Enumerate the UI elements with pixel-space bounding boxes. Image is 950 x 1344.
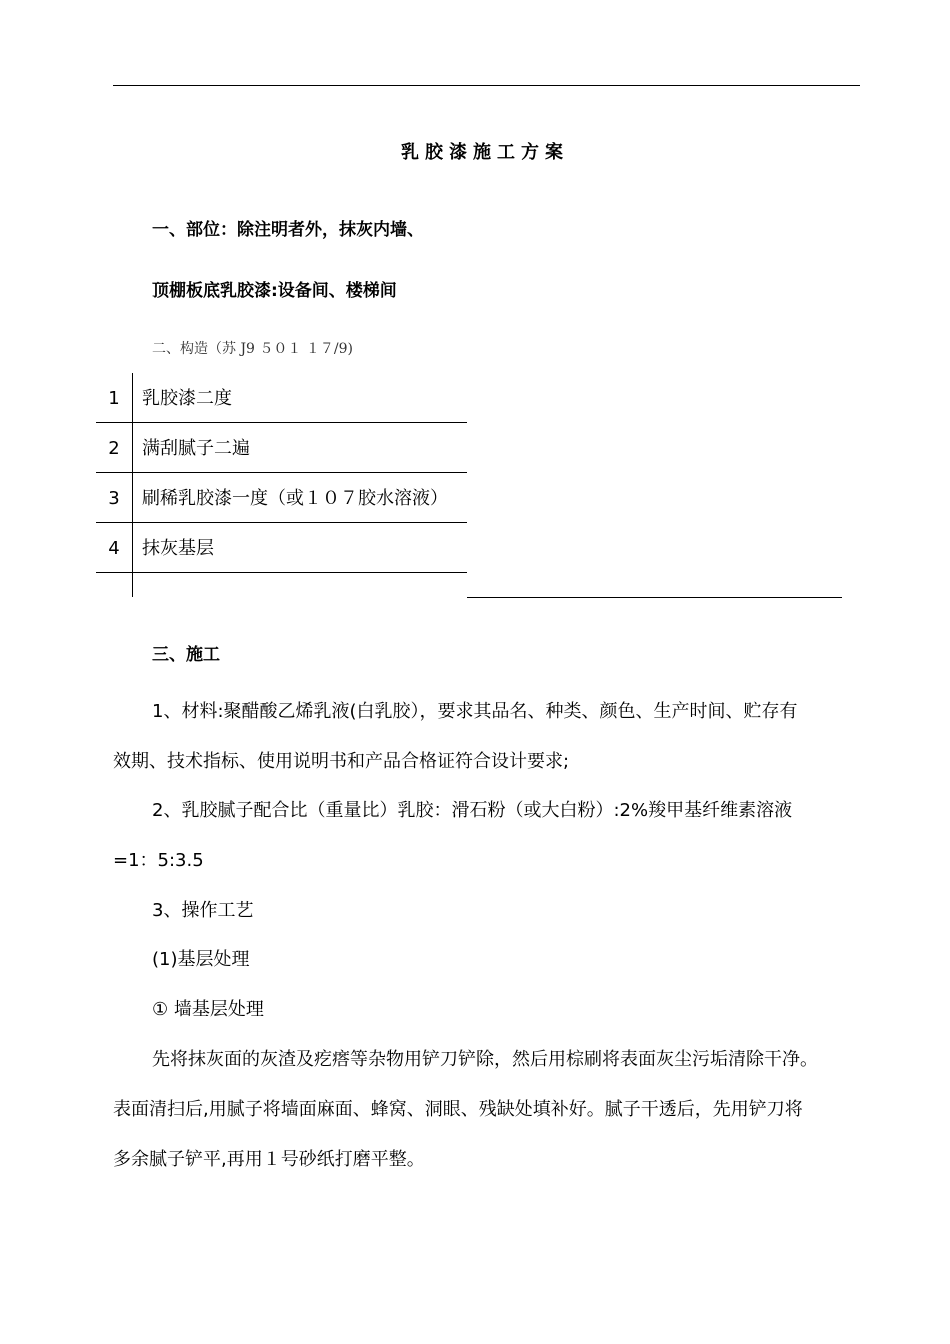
layer-description: 抹灰基层	[142, 538, 214, 559]
table-row	[96, 473, 467, 523]
layer-number-empty	[96, 573, 133, 597]
table-row	[96, 423, 467, 473]
layer-number: 1	[96, 373, 133, 422]
layer-description: 满刮腻子二遍	[142, 438, 250, 459]
layer-number: 3	[96, 473, 133, 522]
section-3-heading: 三、施工	[152, 645, 220, 665]
layer-description: 刷稀乳胶漆一度（或１０７胶水溶液）	[142, 488, 448, 509]
putty-ratio-paragraph-continued: =1：5:3.5	[113, 850, 204, 871]
wall-base-treatment-heading: ① 墙基层处理	[152, 999, 264, 1020]
process-heading: 3、操作工艺	[152, 900, 254, 921]
wall-treatment-paragraph-end: 多余腻子铲平,再用１号砂纸打磨平整。	[113, 1149, 425, 1170]
construction-layers-table	[96, 373, 467, 597]
putty-ratio-paragraph: 2、乳胶腻子配合比（重量比）乳胶：滑石粉（或大白粉）:2%羧甲基纤维素溶液	[152, 800, 793, 821]
document-title: 乳胶漆施工方案	[401, 142, 569, 163]
materials-paragraph-continued: 效期、技术指标、使用说明书和产品合格证符合设计要求;	[113, 751, 570, 772]
section-1-heading-continued: 顶棚板底乳胶漆:设备间、楼梯间	[152, 281, 397, 301]
wall-treatment-paragraph-continued: 表面清扫后,用腻子将墙面麻面、蜂窝、洞眼、残缺处填补好。腻子干透后，先用铲刀将	[113, 1099, 803, 1120]
table-baseline-rule	[467, 597, 842, 598]
layer-description: 乳胶漆二度	[142, 388, 232, 409]
section-2-heading: 二、构造（苏 J9 ５０１ １７/9)	[152, 341, 353, 357]
wall-treatment-paragraph: 先将抹灰面的灰渣及疙瘩等杂物用铲刀铲除，然后用棕刷将表面灰尘污垢清除干净。	[152, 1049, 818, 1070]
base-treatment-heading: (1)基层处理	[152, 949, 250, 970]
materials-paragraph: 1、材料:聚醋酸乙烯乳液(白乳胶），要求其品名、种类、颜色、生产时间、贮存有	[152, 701, 798, 722]
header-rule	[113, 85, 860, 86]
table-row	[96, 373, 467, 423]
table-row-empty	[96, 573, 467, 597]
table-row	[96, 523, 467, 573]
layer-number: 2	[96, 423, 133, 472]
section-1-heading: 一、部位：除注明者外，抹灰内墙、	[152, 220, 424, 240]
layer-number: 4	[96, 523, 133, 572]
